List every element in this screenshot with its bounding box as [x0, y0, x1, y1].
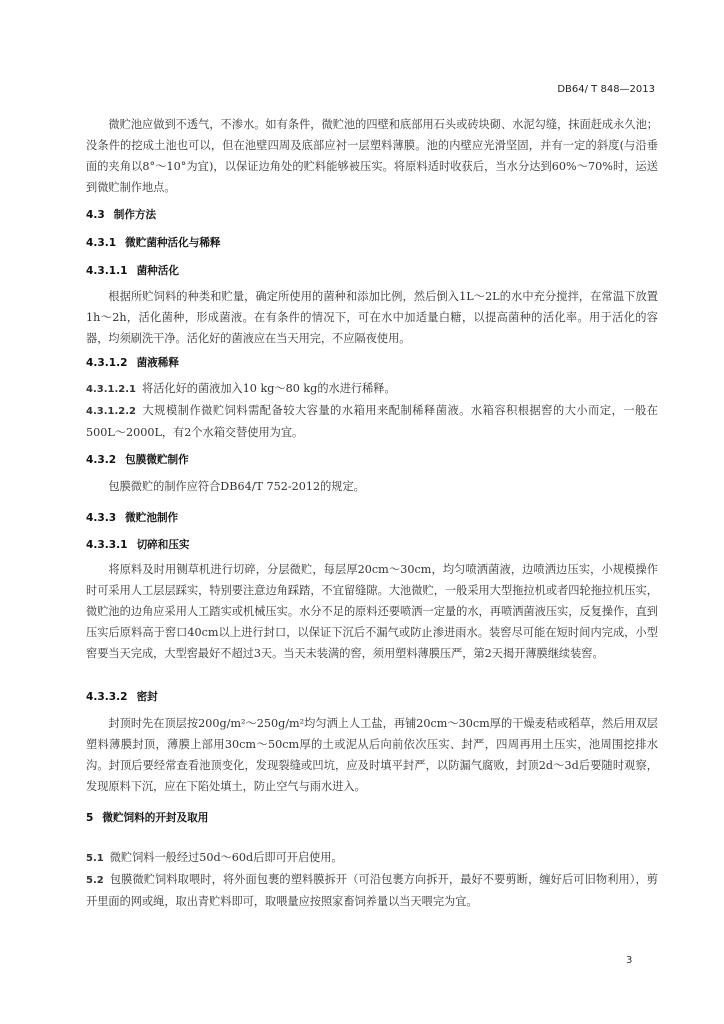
item-number: 4.3.1.2.2	[86, 406, 136, 417]
heading-4-3-1-1	[86, 263, 658, 279]
item-text: 大规模制作微贮饲料需配备较大容量的水箱用来配制稀释菌液。水箱容积根据窖的大小而定，一般在500L～2000L，有2个水箱交替使用为宜。	[86, 404, 658, 439]
heading-5	[86, 810, 658, 826]
heading-number: 4.3.1	[86, 237, 117, 249]
standard-code: DB64/ T 848—2013	[557, 84, 655, 95]
list-item-4-3-1-2-1	[86, 378, 658, 400]
paragraph-strain-activation: 根据所贮饲料的种类和贮量，确定所使用的菌种和添加比例，然后倒入1L～2L的水中充分搅拌，在常温下放置1h～2h，活化菌种，形成菌液。在有条件的情况下，可在水中加适量白糖，以提高菌种的活化率。用于活化的容器，均须刷洗干净。活化好的菌液应在当天用完，不应隔夜使用。	[86, 290, 658, 345]
item-number: 4.3.1.2.1	[86, 384, 136, 395]
paragraph-pool-requirements: 微贮池应做到不透气，不渗水。如有条件，微贮池的四壁和底部用石头或砖块砌、水泥勾缝，抹面赶成永久池；没条件的挖成土池也可以，但在池壁四周及底部应衬一层塑料薄膜。池的内壁应光滑坚固，并有一定的斜度(与沿垂面的夹角以8°～10°为宜)，以保证边角处的贮料能够被压实。将原料适时收获后，当水分达到60%～70%时，运送到微贮制作地点。	[86, 118, 658, 194]
heading-title: 密封	[136, 691, 158, 703]
heading-title: 微贮菌种活化与稀释	[125, 237, 221, 249]
heading-number: 4.3.2	[86, 454, 117, 466]
paragraph-sealing: 封顶时先在顶层按200g/m²～250g/m²均匀洒上人工盐，再铺20cm～30cm厚的干燥麦秸或稻草，然后用双层塑料薄膜封顶，薄膜上部用30cm～50cm厚的土或泥从后向前依次压实、封严，四周再用土压实，池周围挖排水沟。封顶后要经常查看池顶变化，发现裂缝或凹坑，应及时填平封严，以防漏气腐败，封顶2d～3d后要随时观察，发现原料下沉，应在下陷处填土，防止空气与雨水进入。	[86, 717, 658, 793]
heading-4-3-1-2	[86, 355, 658, 371]
heading-number: 4.3	[86, 209, 105, 221]
heading-4-3-1	[86, 235, 658, 251]
heading-title: 包膜微贮制作	[125, 454, 189, 466]
heading-number: 4.3.3	[86, 512, 117, 524]
heading-title: 菌种活化	[136, 265, 179, 277]
list-item-5-1	[86, 847, 658, 869]
heading-4-3-3	[86, 510, 658, 526]
item-text: 包膜微贮饲料取喂时，将外面包裹的塑料膜拆开（可沿包裹方向拆开，最好不要剪断，缠好后可旧物利用），剪开里面的网或绳，取出青贮料即可，取喂量应按照家畜饲养量以当天喂完为宜。	[86, 873, 658, 908]
heading-number: 5	[86, 812, 94, 824]
list-item-5-2	[86, 869, 658, 912]
heading-number: 4.3.1.1	[86, 265, 128, 277]
heading-title: 微贮饲料的开封及取用	[102, 812, 209, 824]
heading-4-3-2	[86, 452, 658, 468]
paragraph-film-silage: 包膜微贮的制作应符合DB64/T 752-2012的规定。	[108, 480, 365, 493]
heading-number: 4.3.3.1	[86, 539, 128, 551]
heading-title: 制作方法	[113, 209, 157, 221]
heading-4-3	[86, 207, 658, 223]
item-text: 微贮饲料一般经过50d～60d后即可开启使用。	[109, 851, 343, 864]
item-number: 5.2	[86, 875, 104, 886]
list-item-4-3-1-2-2	[86, 400, 658, 443]
heading-4-3-3-1	[86, 537, 658, 553]
paragraph-cutting-compacting: 将原料及时用铡草机进行切碎，分层微贮，每层厚20cm～30cm，均匀喷洒菌液，边喷洒边压实，小规模操作时可采用人工层层踩实，特别要注意边角踩踏，不宜留缝隙。大池微贮，一般采用大型拖拉机或者四轮拖拉机压实，微贮池的边角应采用人工踏实或机械压实。水分不足的原料还要喷洒一定量的水，再喷洒菌液压实，反复操作，直到压实后原料高于窖口40cm以上进行封口，以保证下沉后不漏气或防止渗进雨水。装窖尽可能在短时间内完成，小型窖要当天完成，大型窖最好不超过3天。当天未装满的窖，须用塑料薄膜压严，第2天揭开薄膜继续装窖。	[86, 563, 658, 660]
item-text: 将活化好的菌液加入10 kg～80 kg的水进行稀释。	[142, 382, 396, 395]
item-number: 5.1	[86, 853, 104, 864]
heading-number: 4.3.3.2	[86, 691, 128, 703]
heading-title: 微贮池制作	[125, 512, 179, 524]
heading-title: 菌液稀释	[136, 357, 179, 369]
page-number: 3	[626, 955, 633, 966]
heading-number: 4.3.1.2	[86, 357, 128, 369]
heading-title: 切碎和压实	[136, 539, 190, 551]
heading-4-3-3-2	[86, 689, 658, 705]
